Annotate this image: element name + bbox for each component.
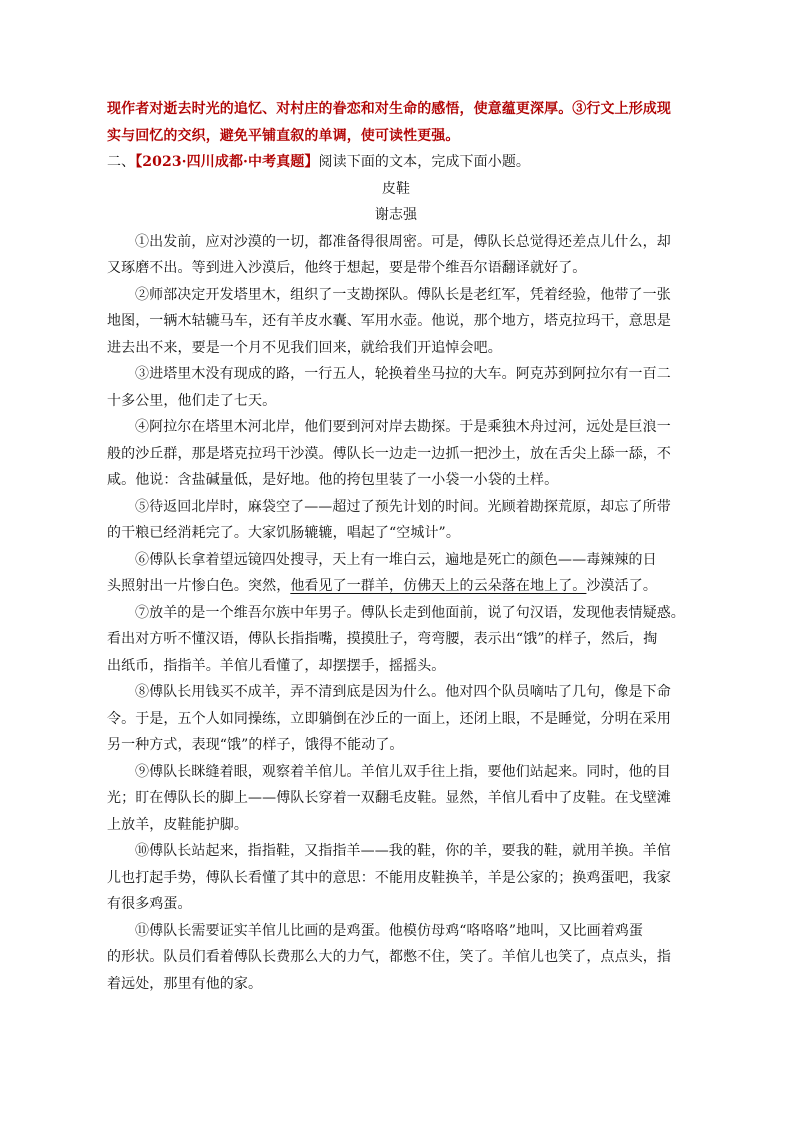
paragraph-line: 儿也打起手势，傅队长看懂了其中的意思：不能用皮鞋换羊，羊是公家的；换鸡蛋吧，我家 xyxy=(107,869,671,886)
answer-line-2: 实与回忆的交织，避免平铺直叙的单调，使可读性更强。 xyxy=(107,127,460,144)
paragraph-line: ④阿拉尔在塔里木河北岸，他们要到河对岸去勘探。于是乘独木舟过河，远处是巨浪一 xyxy=(135,419,671,435)
underlined-sentence: 他看见了一群羊，仿佛天上的云朵落在地上了。 xyxy=(290,578,587,594)
paragraph-line: 地图，一辆木轱辘马车，还有羊皮水囊、军用水壶。他说，那个地方，塔克拉玛干，意思是 xyxy=(107,313,671,329)
paragraph-line: ⑦放羊的是一个维吾尔族中年男子。傅队长走到他面前，说了句汉语，发现他表情疑惑。 xyxy=(135,604,685,621)
answer-line-1: 现作者对逝去时光的追忆、对村庄的眷恋和对生命的感悟，使意蕴更深厚。③行文上形成现 xyxy=(107,101,671,117)
paragraph-line-underlined xyxy=(107,573,685,600)
paragraph-line: 咸。他说：含盐碱量低，是好地。他的挎包里装了一小袋一小袋的土样。 xyxy=(107,472,559,488)
paragraph-line: ⑥傅队长拿着望远镜四处搜寻，天上有一堆白云，遍地是死亡的颜色——毒辣辣的日 xyxy=(135,551,657,568)
text-after-underline: 沙漠活了。 xyxy=(586,578,657,594)
paragraph-6 xyxy=(107,547,685,600)
paragraph-line: ⑧傅队长用钱买不成羊，弄不清到底是因为什么。他对四个队员嘀咕了几句，像是下命 xyxy=(135,684,671,700)
question-number: 二、 xyxy=(107,154,136,170)
paragraph-line: 般的沙丘群，那是塔克拉玛干沙漠。傅队长一边走一边抓一把沙土，放在舌尖上舔一舔，不 xyxy=(107,445,671,462)
paragraph-line: 看出对方听不懂汉语，傅队长指指嘴，摸摸肚子，弯弯腰，表示出“饿”的样子，然后，掏 xyxy=(107,631,658,647)
document-page xyxy=(107,96,685,997)
paragraph-line: ⑪傅队长需要证实羊倌儿比画的是鸡蛋。他模仿母鸡“咯咯咯”地叫，又比画着鸡蛋 xyxy=(135,922,644,939)
question-instruction: 阅读下面的文本，完成下面小题。 xyxy=(318,154,531,170)
paragraph-line: 的干粮已经消耗完了。大家饥肠辘辘，唱起了“空城计”。 xyxy=(107,525,460,541)
paragraph-line: ③进塔里木没有现成的路，一行五人，轮换着坐马拉的大车。阿克苏到阿拉尔有一百二 xyxy=(135,366,671,382)
article-title: 皮鞋 xyxy=(381,180,411,197)
paragraph-4 xyxy=(107,414,685,494)
paragraph-line: 又琢磨不出。等到进入沙漠后，他终于想起，要是带个维吾尔语翻译就好了。 xyxy=(107,260,587,276)
paragraph-line: ⑨傅队长眯缝着眼，观察着羊倌儿。羊倌儿双手往上指，要他们站起来。同时，他的目 xyxy=(135,763,671,780)
paragraph-line: ②师部决定开发塔里木，组织了一支勘探队。傅队长是老红军，凭着经验，他带了一张 xyxy=(135,286,671,303)
paragraph-2 xyxy=(107,282,685,362)
paragraph-8 xyxy=(107,679,685,759)
paragraph-line: 的形状。队员们看着傅队长费那么大的力气，都憋不住，笑了。羊倌儿也笑了，点点头，指 xyxy=(107,949,671,965)
text-before-underline: 头照射出一片惨白色。突然， xyxy=(107,578,291,594)
paragraph-line: 十多公里，他们走了七天。 xyxy=(107,392,277,409)
paragraph-line: ⑤待返回北岸时，麻袋空了——超过了预先计划的时间。光顾着勘探荒原，却忘了所带 xyxy=(135,498,671,515)
source-tag: 【2023·四川成都·中考真题】 xyxy=(135,154,319,170)
paragraph-line: ⑩傅队长站起来，指指鞋，又指指羊——我的鞋，你的羊，要我的鞋，就用羊换。羊倌 xyxy=(135,843,671,859)
paragraph-1 xyxy=(107,229,685,282)
question-header xyxy=(107,149,685,176)
paragraph-7 xyxy=(107,600,685,680)
paragraph-line: 上放羊，皮鞋能护脚。 xyxy=(107,816,248,833)
paragraph-line: 令。于是，五个人如同操练，立即躺倒在沙丘的一面上，还闭上眼，不是睡觉，分明在采用 xyxy=(107,710,671,727)
paragraph-line: 光；盯在傅队长的脚上——傅队长穿着一双翻毛皮鞋。显然，羊倌儿看中了皮鞋。在戈壁滩 xyxy=(107,790,671,806)
paragraph-line: 出纸币，指指羊。羊倌儿看懂了，却摆摆手，摇摇头。 xyxy=(107,657,446,674)
paragraph-9 xyxy=(107,759,685,839)
paragraph-line: 另一种方式，表现“饿”的样子，饿得不能动了。 xyxy=(107,737,404,753)
paragraph-line: 进去出不来，要是一个月不见我们回来，就给我们开追悼会吧。 xyxy=(107,339,502,356)
article-author: 谢志强 xyxy=(374,207,418,223)
paragraph-5 xyxy=(107,494,685,547)
paragraph-line: 有很多鸡蛋。 xyxy=(107,896,192,912)
paragraph-11 xyxy=(107,918,685,998)
paragraph-10 xyxy=(107,838,685,918)
paragraph-line: 着远处，那里有他的家。 xyxy=(107,975,263,992)
paragraph-3 xyxy=(107,361,685,414)
paragraph-line: ①出发前，应对沙漠的一切，都准备得很周密。可是，傅队长总觉得还差点儿什么，却 xyxy=(135,233,671,250)
